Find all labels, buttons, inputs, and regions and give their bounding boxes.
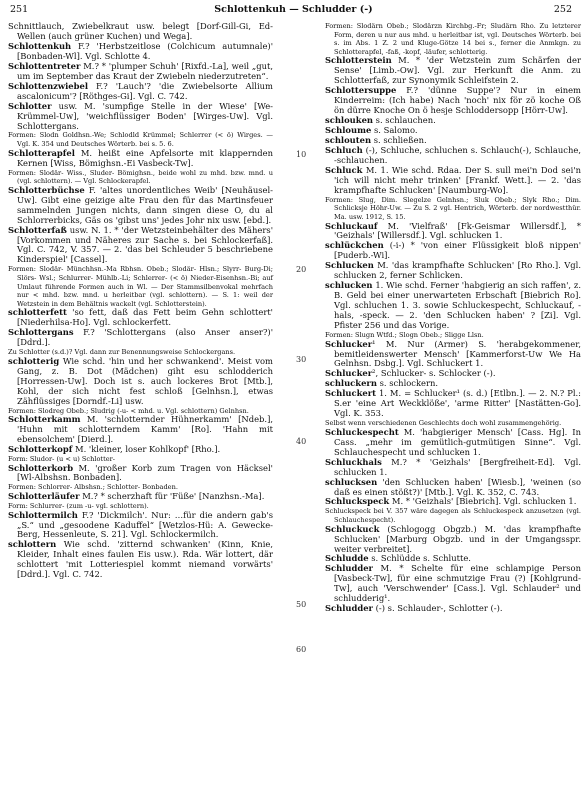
page-number-left: 251 <box>10 4 29 15</box>
line-number: 60 <box>296 645 307 654</box>
headword: Schludder <box>325 563 373 574</box>
dictionary-entry <box>8 308 273 328</box>
headword: schlückchen <box>325 240 384 251</box>
running-title: Schlottenkuh — Schludder (-) <box>214 4 373 15</box>
entry-text: M. 'das krampfhafte Schlucken' [Ro Rho.]. Vgl. schlucken 2, ferner Schlicken. <box>334 260 581 281</box>
dictionary-entry <box>8 445 273 455</box>
entry-text: M. * 'Geizhals' [Biebrich]. Vgl. schlucken 1. <box>389 496 577 507</box>
entry-text: (-) s. Schlauder-, Schlotter (-). <box>372 603 503 614</box>
entry-text: Formen: Slodär- Münchhsn.-Ma Rbhsn. Obeb.; Slodär- Hlsn.; Slyrr- Burg-Di; Slörs- Wsl.; Schlurrer- Mühlb.-Li; Schlerrer- (< ö) Nieder-Eisenhsn.-Bi; auf Umlaut führende Formen auch in Wl. — Der Stammsilbenvokal mehrfach nur < mhd. bzw. mnd. u herleitbar (vgl. schlottern). — S. 1: weil der Wetzstein in dem Behältnis wackelt (vgl. Schlotterstein). <box>8 265 273 308</box>
entry-text: M. 'Vielfraß' [Fk-Geismar Willersdf.], * 'Geizhals' [Willersdf.]. Vgl. schlucken 1. <box>334 220 581 241</box>
headword: Schludde <box>325 553 369 564</box>
headword: Schlotterstein <box>325 55 392 66</box>
entry-text: s. Schlüdde s. Schlutte. <box>368 553 471 564</box>
entry-text: M. * 'der Wetzstein zum Schärfen der Sense' [Limb.-Ow]. Vgl. zur Herkunft die Anm. zu Schlotterfaß, zur Synonymik Schleifstein 2. <box>334 55 581 86</box>
dictionary-entry <box>325 604 581 614</box>
dictionary-entry <box>325 428 581 458</box>
headword: Schlotterkopf <box>8 443 73 454</box>
dictionary-entry <box>325 146 581 166</box>
headword: Schluckhals <box>325 456 382 467</box>
dictionary-entry <box>8 22 273 42</box>
entry-text: Selbst wenn verschiedenen Geschlechts doch wohl zusammengehörig. <box>325 419 562 428</box>
entry-text: Formen: Slodn Goldhsn.-We; Schlodld Krümmel; Schlerrer (< ö) Wirges. — Vgl. K. 354 und Deutsches Wörterb. bei s. 5. 6. <box>8 131 273 149</box>
entry-text: M. heißt eine Apfelsorte mit klappernden Kernen [Wiss, Bömighsn.-Ei Vasbeck-Tw]. <box>17 147 273 168</box>
dictionary-entry <box>325 564 581 604</box>
dictionary-entry <box>8 186 273 226</box>
right-column <box>325 22 581 614</box>
entry-text: M. 'schlotternder Hühnerkamm' [Ndeb.], 'Huhn mit schlotterndem Kamm' [Ro]. 'Hahn mit ebensolchem' [Dierd.]. <box>17 414 273 445</box>
dictionary-note <box>8 169 273 186</box>
entry-text: Formen: Slugn Wtfd.; Slogn Obeb.; Sligge Llsn. <box>325 330 484 339</box>
entry-text: F.? 'dünne Suppe'? Nur in einem Kinderreim: (Ich habe) Nach 'noch' nix för zö koche Oß ön dürre Knoche On ö hesje Schloddersopp [Hörr-Uw]. <box>334 85 581 116</box>
dictionary-entry <box>325 86 581 116</box>
headword: schlucksen <box>325 476 378 487</box>
headword: Schluckspeck <box>325 496 390 507</box>
dictionary-entry <box>325 281 581 331</box>
entry-text: F. 'altes unordentliches Weib' [Neuhäusel-Uw]. Gibt eine geizige alte Frau den für das Martinsfeuer sammelnden Jungen nichts, dann singen diese O, du al Schlorrerbicks, Gäs os 'gibst uns' jedes Johr nix usw. [ebd.]. <box>17 184 273 225</box>
entry-text: Form: Sludor- (u < u) Schlotter- <box>8 454 116 463</box>
dictionary-entry <box>325 389 581 419</box>
entry-text: F.? 'Schlottergans (also Anser anser?)' [Ddrd.]. <box>17 327 273 348</box>
headword: Schluckert <box>325 388 377 399</box>
headword: schlotterig <box>8 355 60 366</box>
dictionary-entry <box>8 82 273 102</box>
dictionary-note <box>8 131 273 148</box>
headword: Schlotterapfel <box>8 147 75 158</box>
headword: schlouten <box>325 135 372 145</box>
entry-text: F.? 'Dickmilch'. Nur: …für die andern gab's „S.“ und „gesoodene Kaduffel“ [Wetzlos-Hü: A. Gewecke-Berg, Hessenleute, S. 21]. Vgl. Schlockermilch. <box>17 509 273 540</box>
entry-text: 'den Schlucken haben' [Wiesb.], 'weinen (so daß es einen stößt?)' [Mtb.]. Vgl. K. 352, C. 743. <box>334 476 581 497</box>
entry-text: M. 1. Wie schd. Rdaa. Der S. sull mei'n Dod sei'n 'ich will nicht mehr trinken' [Frankf. Wett.]. — 2. 'das krampfhafte Schlucken' [Naumburg-Wo]. <box>334 164 581 195</box>
headword: Schlucker <box>325 368 373 379</box>
headword: Schlotter <box>8 100 52 111</box>
dictionary-entry <box>325 525 581 555</box>
dictionary-entry <box>325 458 581 478</box>
entry-text: 1. Wie schd. Ferner 'habgierig an sich raffen', z. B. Geld bei einer unerwarteten Erbschaft [Biebrich Ro]. Vgl. schluchen 1. 3. sowie Schluckespecht, Schluckauf, -hals, -speck. — 2. 'den Schlucken haben' ? [Zi]. Vgl. Pfister 256 und das Vorige. <box>334 280 581 331</box>
headword: Schluckuck <box>325 523 380 534</box>
dictionary-entry <box>325 241 581 261</box>
line-number: 50 <box>296 600 307 609</box>
dictionary-entry <box>8 42 273 62</box>
entry-text: F.? 'Lauch'? 'die Zwiebelsorte Allium ascalonicum'? [Röthges-Gi]. Vgl. C. 742. <box>17 80 273 101</box>
headword: Schlotterkorb <box>8 462 74 473</box>
entry-text: Schnittlauch, Zwiebelkraut usw. belegt [Dorf-Gill-Gi, Ed-Wellen (auch grüner Kuchen) und Wega]. <box>8 21 273 41</box>
entry-text: F.? 'Herbstzeitlose (Colchicum autumnale)' [Bonbaden-Wl]. Vgl. Schlotte 4. <box>17 40 273 61</box>
entry-text: 1. M. = Schlucker¹ (s. d.) [Etlbn.]. — 2. N.? Pl.: S.er 'eine Art Weckklöße', 'arme Ritter' [Nastätten-Go]. Vgl. K. 353. <box>334 388 581 419</box>
dictionary-entry <box>325 222 581 242</box>
entry-text: usw. N. 1. * 'der Wetzsteinbehälter des Mähers' [Vorkommen und Näheres zur Sache s. bei Schlockerfaß]. Vgl. C. 742, V. 357. — 2. 'das bei Schleuder 5 beschriebene Kinderspiel' [Cassel]. <box>17 224 273 265</box>
headword: Schlucker <box>325 338 373 349</box>
line-number: 30 <box>296 355 307 364</box>
entry-text: usw. M. 'sumpfige Stelle in der Wiese' [We-Krümmel-Uw], 'weichflüssiger Boden' [Wirges-Uw]. Vgl. Schlottergans. <box>17 100 273 131</box>
entry-text: ², Schlucker- s. Schlocker (-). <box>372 368 496 379</box>
headword: schlottern <box>8 539 57 550</box>
entry-text: ¹ M. Nur (Armer) S. 'herabgekommener, bemitleidenswerter Mensch' [Kammerforst-Uw We Ha Gelnhsn. Dsbg.]. Vgl. Schluckert 1. <box>334 338 581 369</box>
dictionary-entry <box>325 261 581 281</box>
line-number: 20 <box>296 265 307 274</box>
dictionary-entry <box>325 166 581 196</box>
dictionary-note <box>325 507 581 524</box>
headword: Schludder <box>325 603 373 614</box>
entry-text: M. 'habgieriger Mensch' [Cass. Hg]. In Cass. „mehr im gemütlich-gutmütigen Sinne“. Vgl. Schlauchespecht und schlucken 1. <box>334 426 581 457</box>
headword: Schlotterkamm <box>8 414 81 425</box>
dictionary-entry <box>8 464 273 484</box>
headword: Schloume <box>325 125 372 136</box>
dictionary-entry <box>325 56 581 86</box>
dictionary-note <box>325 22 581 56</box>
entry-text: s. schlockern. <box>376 378 439 389</box>
entry-text: (-i-) * 'von einer Flüssigkeit bloß nippen' [Puderb.-Wi]. <box>334 240 581 261</box>
headword: Schlotterfaß <box>8 224 67 235</box>
headword: Schlotterbüchse <box>8 184 85 195</box>
dictionary-entry <box>325 497 581 507</box>
page-header <box>0 4 587 18</box>
headword: Schlottenkuh <box>8 40 72 51</box>
headword: Schlottentreter <box>8 60 81 71</box>
entry-text: M. * Schelte für eine schlampige Person [Vasbeck-Tw], für eine schmutzige Frau (?) [Kohlgrund-Tw], auch 'Verschwender' [Cass.]. Vgl. Schlauder² und schludderig¹. <box>334 563 581 604</box>
dictionary-entry <box>8 357 273 407</box>
dictionary-note <box>325 196 581 222</box>
entry-text: M.? * 'plumper Schuh' [Rixfd.-La], weil „gut, um im September das Kraut der Zwiebeln niederzutreten“. <box>17 60 273 81</box>
entry-text: Wie schd. 'zitternd schwanken' (Kinn, Knie, Kleider, Inhalt eines faulen Eis usw.). Rda. Wär lottert, där schlottert 'mit Lotteriespiel kommt niemand vorwärts' [Ddrd.]. Vgl. C. 742. <box>17 539 273 580</box>
dictionary-entry <box>8 511 273 541</box>
entry-text: 'so fett, daß das Fett beim Gehn schlottert' [Niederhilsa-Ho]. Vgl. schlockerfett. <box>17 307 273 328</box>
entry-text: s. schließen. <box>371 135 427 145</box>
entry-text: Wie schd. 'hin und her schwankend'. Meist vom Gang, z. B. Dot (Mädchen) giht esu schlodderich [Horressen-Uw]. Doch ist s. auch lockeres Brot [Mtb.], Kohl, der sich nicht fest schloß [Gelnhsn.], etwas Zähflüssiges [Dorndf.-Li] usw. <box>17 355 273 406</box>
entry-text: Formen: Schlorrer- Albshsn.; Schlotter- Bonbaden. <box>8 483 178 492</box>
headword: Schluckespecht <box>325 426 399 437</box>
dictionary-entry <box>8 62 273 82</box>
headword: Schlotterläufer <box>8 491 80 502</box>
dictionary-entry <box>325 478 581 498</box>
dictionary-entry <box>8 102 273 132</box>
dictionary-entry <box>8 149 273 169</box>
entry-text: M.? * 'Geizhals' [Bergfreiheit-Ed]. Vgl. schlucken 1. <box>334 456 581 477</box>
entry-text: Formen: Slodreg Obeb.; Sludrig (-u- < mhd. u. Vgl. schlottern) Gelnhsn. <box>8 406 249 415</box>
headword: Schluckauf <box>325 220 378 231</box>
headword: schlucken <box>325 280 373 291</box>
entry-text: s. schlauchen. <box>372 115 436 126</box>
headword: schlouken <box>325 115 373 126</box>
headword: Schlottergans <box>8 327 74 338</box>
entry-text: Zu Schlotter (s.d.)? Vgl. dann zur Benennungsweise Schlockergans. <box>8 348 236 357</box>
entry-text: s. Salomo. <box>371 125 418 136</box>
headword: Schluck <box>325 164 363 175</box>
dictionary-note <box>8 265 273 308</box>
dictionary-entry <box>8 415 273 445</box>
left-column <box>8 22 273 580</box>
entry-text: Form: Schlurrer- (zum -u- vgl. schlottern). <box>8 501 149 510</box>
page-number-right: 252 <box>553 4 572 15</box>
line-number: 10 <box>296 150 307 159</box>
entry-text: M.? * scherzhaft für 'Füße' [Nanzhsn.-Ma]. <box>79 491 265 502</box>
headword: schluckern <box>325 378 377 389</box>
headword: Schluch <box>325 144 363 155</box>
entry-text: Schluckspeck bei V. 357 wäre dagegen als Schluckespeck anzusetzen (vgl. Schlauchespecht). <box>325 507 581 525</box>
dictionary-entry <box>325 340 581 370</box>
entry-text: Formen: Slodärn Obeb.; Slodärzn Kirchbg.-Fr; Sludärn Rho. Zu letzterer Form, deren u nur aus mhd. u herleitbar ist, vgl. Deutsches Wörterb. bei s. im Abs. 1 Z. 2 und Kluge-Götze 14 bei s., ferner die Anmkgn. zu Schlotterapfel, -faß, -kopf, -läufer, schlotterig. <box>325 22 581 56</box>
dictionary-entry <box>8 328 273 348</box>
headword: Schlucken <box>325 260 374 271</box>
entry-text: M. 'großer Korb zum Tragen von Häcksel' [Wl-Albshsn. Bonbaden]. <box>17 462 273 483</box>
dictionary-entry <box>8 540 273 580</box>
entry-text: (-), Schluche, schluchen s. Schlauch(-), Schlauche, -schlauchen. <box>334 144 581 165</box>
entry-text: M. 'kleiner, loser Kohlkopf' [Rho.]. <box>72 443 221 454</box>
headword: schlotterfett <box>8 307 67 318</box>
line-number: 40 <box>296 437 307 446</box>
entry-text: Formen: Slug, Dim. Slegelze Gelnhsn.; Sluk Obeb.; Slyk Rho.; Dim. Schlicksje Höhr-Uw. — Zu S. 2 vgl. Hentrich, Wörterb. der nordwestthür. Ma. usw. 1912, S. 15. <box>325 195 581 221</box>
headword: Schlottenzwiebel <box>8 80 89 91</box>
headword: Schlottersuppe <box>325 85 397 96</box>
dictionary-entry <box>8 492 273 502</box>
entry-text: (Schlogogg Obgzb.) M. 'das krampfhafte Schlucken' [Marburg Obgzb. und in der Umgangsspr. weiter verbreitet]. <box>334 523 581 554</box>
dictionary-entry <box>8 226 273 266</box>
headword: Schlottermilch <box>8 509 78 520</box>
entry-text: Formen: Slodär- Wiss., Sluder- Bömighsn., beide wohl zu mhd. bzw. mnd. u (vgl. schlottern). — Vgl. Schlockerapfel. <box>8 168 273 186</box>
